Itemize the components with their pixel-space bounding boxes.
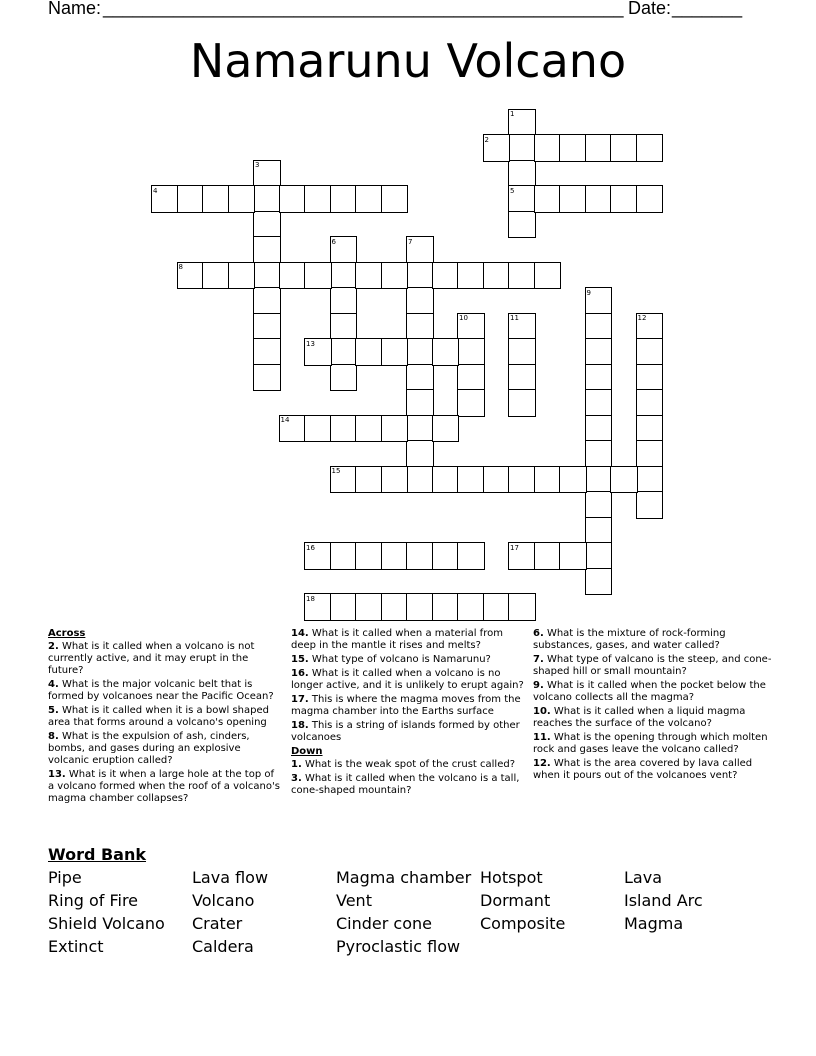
crossword-cell[interactable] <box>636 491 664 519</box>
crossword-cell[interactable] <box>330 542 358 570</box>
word-bank-item: Pipe <box>48 868 82 887</box>
clue-text: What is it called when the volcano is a tall, cone-shaped mountain? <box>291 773 520 796</box>
cell-number: 3 <box>255 161 260 169</box>
clue-item <box>48 705 280 729</box>
cell-number: 18 <box>306 594 315 603</box>
crossword-cell[interactable] <box>534 542 562 570</box>
crossword-cell[interactable] <box>330 313 358 341</box>
crossword-cell[interactable] <box>279 185 307 213</box>
crossword-cell[interactable] <box>406 338 434 366</box>
crossword-cell[interactable] <box>559 466 587 494</box>
clue-number: 8. <box>48 731 59 742</box>
clue-item <box>48 769 280 805</box>
crossword-cell[interactable] <box>534 134 562 162</box>
word-bank-item: Dormant <box>480 891 551 910</box>
crossword-cell[interactable] <box>432 415 460 443</box>
clue-text: What is the opening through which molten rock and gases leave the volcano called? <box>533 732 768 755</box>
crossword-cell[interactable] <box>432 542 460 570</box>
word-bank-item: Composite <box>480 914 566 933</box>
word-bank-item: Crater <box>192 914 243 933</box>
crossword-cell[interactable] <box>483 466 511 494</box>
crossword-cell[interactable] <box>483 593 511 621</box>
crossword-cell[interactable] <box>508 262 536 290</box>
clue-number: 6. <box>533 628 544 639</box>
crossword-cell[interactable] <box>534 466 562 494</box>
word-bank-item: Magma chamber <box>336 868 472 887</box>
crossword-cell[interactable] <box>585 517 613 545</box>
crossword-cell[interactable] <box>636 440 664 468</box>
crossword-cell[interactable] <box>534 185 562 213</box>
crossword-cell[interactable] <box>610 134 638 162</box>
clue-text: What is the area covered by lava called when it pours out of the volcanoes vent? <box>533 758 753 781</box>
clue-item <box>48 679 280 703</box>
clue-list <box>48 641 280 805</box>
crossword-cell[interactable] <box>406 262 434 290</box>
crossword-cell[interactable] <box>585 415 613 443</box>
crossword-cell[interactable] <box>585 491 613 519</box>
crossword-cell[interactable] <box>585 338 613 366</box>
crossword-cell[interactable] <box>253 287 281 315</box>
clue-number: 2. <box>48 641 59 652</box>
clue-list <box>533 628 773 782</box>
page-title: Namarunu Volcano <box>189 34 627 88</box>
clue-number: 4. <box>48 679 59 690</box>
crossword-cell[interactable] <box>406 415 434 443</box>
clue-number: 7. <box>533 654 544 665</box>
crossword-cell[interactable] <box>355 185 383 213</box>
clue-column-1 <box>48 628 280 807</box>
crossword-cell[interactable] <box>559 185 587 213</box>
clue-list <box>291 759 527 797</box>
crossword-cell[interactable] <box>585 542 613 570</box>
cell-number: 1 <box>510 110 515 118</box>
clue-number: 12. <box>533 758 551 769</box>
crossword-cell[interactable] <box>483 262 511 290</box>
cell-number: 2 <box>484 135 489 144</box>
crossword-cell[interactable] <box>457 542 485 570</box>
cell-number: 15 <box>331 467 341 475</box>
across-heading: Across <box>48 628 86 639</box>
word-bank-item: Lava flow <box>192 868 269 887</box>
crossword-cell[interactable] <box>636 134 664 162</box>
cell-number: 10 <box>459 314 468 322</box>
clue-text: What type of valcano is the steep, and cone-shaped hill or small mountain? <box>533 654 772 677</box>
clue-text: This is where the magma moves from the magma chamber into the Earths surface <box>291 694 521 717</box>
crossword-cell[interactable] <box>228 185 256 213</box>
clue-number: 5. <box>48 705 59 716</box>
name-line[interactable]: ____________________________________________________ <box>103 0 624 18</box>
crossword-cell[interactable] <box>508 338 536 366</box>
crossword-cell[interactable] <box>330 364 358 392</box>
clue-text: This is a string of islands formed by other volcanoes <box>291 720 520 743</box>
clue-item <box>533 758 773 782</box>
crossword-cell[interactable] <box>406 593 434 621</box>
clue-item <box>291 654 527 666</box>
crossword-cell[interactable] <box>279 262 307 290</box>
crossword-cell[interactable] <box>381 338 409 366</box>
crossword-cell[interactable] <box>355 262 383 290</box>
word-bank-item: Cinder cone <box>336 914 432 933</box>
crossword-cell[interactable] <box>330 415 358 443</box>
crossword-cell[interactable] <box>457 262 485 290</box>
crossword-cell[interactable] <box>636 338 664 366</box>
word-bank-item: Pyroclastic flow <box>336 937 461 956</box>
clue-number: 11. <box>533 732 551 743</box>
crossword-cell[interactable] <box>585 134 613 162</box>
clue-item <box>291 668 527 692</box>
clue-item <box>48 641 280 677</box>
clue-text: What is the mixture of rock-forming substances, gases, and water called? <box>533 628 726 651</box>
clue-number: 15. <box>291 654 309 665</box>
crossword-cell[interactable] <box>636 389 664 417</box>
crossword-cell[interactable] <box>585 185 613 213</box>
word-bank-title: Word Bank <box>48 845 147 864</box>
cell-number: 16 <box>306 543 315 552</box>
crossword-cell[interactable] <box>508 211 536 239</box>
crossword-cell[interactable] <box>585 364 613 392</box>
clue-text: What is the major volcanic belt that is formed by volcanoes near the Pacific Ocean? <box>48 679 274 702</box>
crossword-cell[interactable] <box>585 313 613 341</box>
cell-number: 11 <box>510 314 519 322</box>
crossword-cell[interactable] <box>304 185 332 213</box>
clue-number: 3. <box>291 773 302 784</box>
crossword-cell[interactable] <box>636 415 664 443</box>
crossword-cell[interactable] <box>585 466 613 494</box>
clue-number: 13. <box>48 769 66 780</box>
word-bank-item: Vent <box>336 891 372 910</box>
clue-number: 17. <box>291 694 309 705</box>
crossword-cell[interactable] <box>406 440 434 468</box>
crossword-cell[interactable] <box>228 262 256 290</box>
crossword-cell[interactable] <box>355 415 383 443</box>
down-heading: Down <box>291 746 323 757</box>
crossword-cell[interactable] <box>381 593 409 621</box>
crossword-cell[interactable] <box>355 593 383 621</box>
cell-number: 7 <box>408 237 413 246</box>
clue-item <box>291 720 527 744</box>
clue-text: What is it called when the pocket below the volcano collects all the magma? <box>533 680 766 703</box>
crossword-cell[interactable] <box>406 466 434 494</box>
clue-item <box>533 654 773 678</box>
crossword-cell[interactable] <box>432 338 460 366</box>
crossword-cell[interactable] <box>381 415 409 443</box>
crossword-cell[interactable] <box>636 364 664 392</box>
cell-number: 17 <box>510 543 519 552</box>
crossword-cell[interactable] <box>253 338 281 366</box>
clue-number: 14. <box>291 628 309 639</box>
crossword-cell[interactable] <box>381 262 409 290</box>
date-line[interactable]: _______ <box>672 0 743 18</box>
crossword-cell[interactable] <box>202 185 230 213</box>
clue-item <box>291 694 527 718</box>
crossword-cell[interactable] <box>508 134 536 162</box>
crossword-cell[interactable] <box>457 466 485 494</box>
clue-number: 18. <box>291 720 309 731</box>
word-bank-item: Caldera <box>192 937 254 956</box>
clue-item <box>48 731 280 767</box>
crossword-cell[interactable] <box>406 542 434 570</box>
cell-number: 5 <box>510 186 515 195</box>
crossword-cell[interactable] <box>330 287 358 315</box>
cell-number: 9 <box>586 288 591 297</box>
crossword-cell[interactable] <box>534 262 562 290</box>
crossword-cell[interactable] <box>330 262 358 290</box>
clue-number: 10. <box>533 706 551 717</box>
word-bank-item: Extinct <box>48 937 104 956</box>
word-bank-item: Volcano <box>192 891 255 910</box>
crossword-cell[interactable] <box>432 593 460 621</box>
crossword-cell[interactable] <box>253 262 281 290</box>
clue-text: What is it called when a volcano is not currently active, and it may erupt in the future? <box>48 641 255 676</box>
crossword-cell[interactable] <box>559 542 587 570</box>
crossword-cell[interactable] <box>610 185 638 213</box>
crossword-cell[interactable] <box>508 389 536 417</box>
crossword-cell[interactable] <box>432 262 460 290</box>
clue-item <box>291 628 527 652</box>
crossword-cell[interactable] <box>508 160 536 188</box>
crossword-cell[interactable] <box>330 593 358 621</box>
crossword-cell[interactable] <box>406 313 434 341</box>
crossword-cell[interactable] <box>636 466 664 494</box>
crossword-cell[interactable] <box>508 593 536 621</box>
clue-text: What is it called when a volcano is no longer active, and it is unlikely to erupt again? <box>291 668 524 691</box>
crossword-cell[interactable] <box>381 185 409 213</box>
word-bank-item: Shield Volcano <box>48 914 165 933</box>
crossword-cell[interactable] <box>457 389 485 417</box>
clue-text: What is it called when it is a bowl shaped area that forms around a volcano's opening <box>48 705 269 728</box>
crossword-cell[interactable] <box>330 338 358 366</box>
clue-item <box>533 706 773 730</box>
crossword-cell[interactable] <box>202 262 230 290</box>
crossword-cell[interactable] <box>253 364 281 392</box>
name-label: Name: <box>48 0 102 18</box>
crossword-cell[interactable] <box>253 313 281 341</box>
word-bank-item: Magma <box>624 914 684 933</box>
crossword-cell[interactable] <box>585 389 613 417</box>
word-bank-item: Island Arc <box>624 891 703 910</box>
crossword-cell[interactable] <box>381 542 409 570</box>
crossword-cell[interactable] <box>508 364 536 392</box>
cell-number: 8 <box>178 263 183 271</box>
clue-item <box>291 773 527 797</box>
cell-number: 6 <box>331 237 336 246</box>
clue-item <box>533 628 773 652</box>
crossword-cell[interactable] <box>253 236 281 264</box>
crossword-cell[interactable] <box>355 542 383 570</box>
crossword-cell[interactable] <box>406 389 434 417</box>
clue-text: What is it called when a material from deep in the mantle it rises and melts? <box>291 628 503 651</box>
clue-item <box>533 680 773 704</box>
clue-text: What is the weak spot of the crust called? <box>304 759 516 770</box>
crossword-cell[interactable] <box>253 185 281 213</box>
crossword-cell[interactable] <box>508 466 536 494</box>
crossword-cell[interactable] <box>330 185 358 213</box>
cell-number: 4 <box>153 186 158 195</box>
crossword-cell[interactable] <box>304 415 332 443</box>
crossword-cell[interactable] <box>432 466 460 494</box>
clue-number: 1. <box>291 759 302 770</box>
crossword-cell[interactable] <box>559 134 587 162</box>
crossword-cell[interactable] <box>355 466 383 494</box>
clue-item <box>533 732 773 756</box>
clue-text: What is it when a large hole at the top of a volcano formed when the roof of a volcano's magma chamber collapses? <box>48 769 280 804</box>
word-bank-item: Hotspot <box>480 868 543 887</box>
word-bank-item: Ring of Fire <box>48 891 139 910</box>
crossword-cell[interactable] <box>585 440 613 468</box>
crossword-cell[interactable] <box>253 211 281 239</box>
clue-text: What type of volcano is Namarunu? <box>311 654 491 665</box>
crossword-cell[interactable] <box>177 185 205 213</box>
crossword-cell[interactable] <box>636 185 664 213</box>
word-bank-item: Lava <box>624 868 662 887</box>
crossword-cell[interactable] <box>406 364 434 392</box>
crossword-cell[interactable] <box>381 466 409 494</box>
crossword-cell[interactable] <box>457 364 485 392</box>
cell-number: 13 <box>306 339 315 348</box>
crossword-cell[interactable] <box>585 568 613 596</box>
crossword-cell[interactable] <box>406 287 434 315</box>
date-label: Date: <box>628 0 672 18</box>
cell-number: 12 <box>637 314 647 322</box>
crossword-cell[interactable] <box>457 593 485 621</box>
clue-number: 9. <box>533 680 544 691</box>
clue-column-3 <box>533 628 773 784</box>
crossword-cell[interactable] <box>457 338 485 366</box>
clue-number: 16. <box>291 668 309 679</box>
clue-column-2 <box>291 628 527 799</box>
clue-list <box>291 628 527 744</box>
cell-number: 14 <box>280 416 290 424</box>
crossword-cell[interactable] <box>304 262 332 290</box>
crossword-cell[interactable] <box>610 466 638 494</box>
clue-text: What is it called when a liquid magma reaches the surface of the volcano? <box>533 706 746 729</box>
clue-text: What is the expulsion of ash, cinders, bombs, and gases during an explosive volcanic eruption called? <box>48 731 250 766</box>
clue-item <box>291 759 527 771</box>
crossword-cell[interactable] <box>355 338 383 366</box>
